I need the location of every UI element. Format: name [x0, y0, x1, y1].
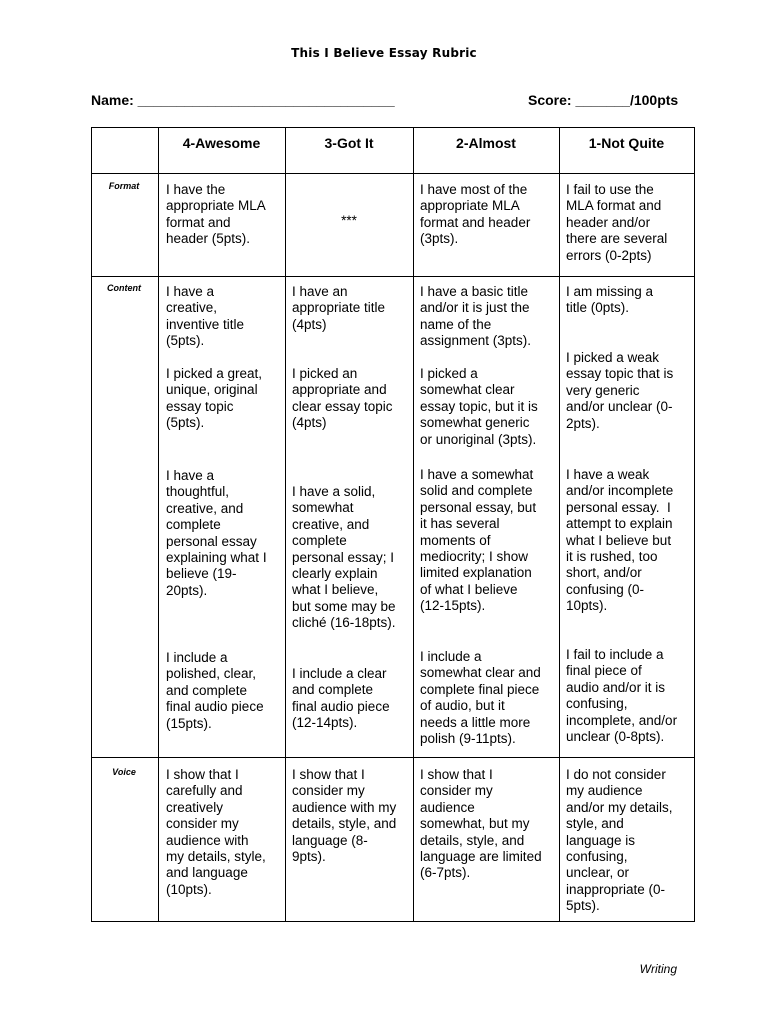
voice-cell-3: I show that I consider my audience with my details, style, and language (8- 9pts).: [292, 767, 397, 865]
content-cell-4-audio: I include a polished, clear, and complete final audio piece (15pts).: [166, 650, 264, 731]
table-col-divider: [413, 127, 414, 922]
column-header-4: 4-Awesome: [182, 135, 261, 151]
content-cell-2-audio: I include a somewhat clear and complete final piece of audio, but it needs a little more polish (9-11pts).: [420, 649, 541, 747]
column-header-1: 1-Not Quite: [588, 135, 665, 151]
content-cell-3-title: I have an appropriate title (4pts): [292, 284, 386, 332]
content-cell-1-essay: I have a weak and/or incomplete personal essay. I attempt to explain what I believe but it is rushed, too short, and/or confusing (0- 10pts).: [566, 467, 674, 614]
table-row-divider: [91, 757, 695, 758]
content-cell-4-title: I have a creative, inventive title (5pts).: [166, 284, 245, 349]
voice-cell-1: I do not consider my audience and/or my details, style, and language is confusing, unclear, or inappropriate (0- 5pts).: [566, 767, 673, 914]
footer-label: Writing: [639, 962, 677, 976]
table-row-divider: [91, 173, 695, 174]
content-cell-2-title: I have a basic title and/or it is just the name of the assignment (3pts).: [420, 284, 532, 349]
table-col-divider: [694, 127, 695, 922]
content-cell-2-topic: I picked a somewhat clear essay topic, but it is somewhat generic or unoriginal (3pts).: [420, 366, 538, 447]
column-header-3: 3-Got It: [324, 135, 374, 151]
table-col-divider: [285, 127, 286, 922]
content-cell-1-audio: I fail to include a final piece of audio and/or it is confusing, incomplete, and/or unclear (0-8pts).: [566, 647, 678, 745]
format-cell-4: I have the appropriate MLA format and header (5pts).: [166, 182, 266, 247]
table-col-divider: [158, 127, 159, 922]
format-cell-3: ***: [341, 213, 357, 228]
table-border-bottom: [91, 921, 695, 922]
content-cell-3-audio: I include a clear and complete final audio piece (12-14pts).: [292, 666, 390, 731]
voice-cell-4: I show that I carefully and creatively consider my audience with my details, style, and language (10pts).: [166, 767, 266, 897]
content-cell-4-essay: I have a thoughtful, creative, and complete personal essay explaining what I believe (19- 20pts).: [166, 468, 267, 598]
row-label-voice: Voice: [112, 767, 136, 777]
column-header-2: 2-Almost: [456, 135, 516, 151]
table-row-divider: [91, 276, 695, 277]
format-cell-1: I fail to use the MLA format and header and/or there are several errors (0-2pts): [566, 182, 668, 263]
document-title: This I Believe Essay Rubric: [291, 46, 477, 60]
content-cell-3-topic: I picked an appropriate and clear essay topic (4pts): [292, 366, 393, 431]
table-border-top: [91, 127, 695, 128]
content-cell-2-essay: I have a somewhat solid and complete personal essay, but it has several moments of mediocrity; I show limited explanation of what I believe (12-15pts).: [420, 467, 537, 614]
row-label-format: Format: [108, 181, 140, 191]
format-cell-2: I have most of the appropriate MLA format and header (3pts).: [420, 182, 531, 247]
table-col-divider: [559, 127, 560, 922]
row-label-content: Content: [107, 283, 141, 293]
content-cell-4-topic: I picked a great, unique, original essay topic (5pts).: [166, 366, 263, 431]
score-field[interactable]: Score: _______/100pts: [528, 92, 679, 108]
voice-cell-2: I show that I consider my audience somewhat, but my details, style, and language are limited (6-7pts).: [420, 767, 542, 881]
name-field[interactable]: Name: _________________________________: [91, 92, 395, 108]
table-col-divider: [91, 127, 92, 922]
content-cell-1-title: I am missing a title (0pts).: [566, 284, 654, 316]
content-cell-1-topic: I picked a weak essay topic that is very generic and/or unclear (0- 2pts).: [566, 350, 674, 431]
content-cell-3-essay: I have a solid, somewhat creative, and complete personal essay; I clearly explain what I believe, but some may be cliché (16-18pts).: [292, 484, 396, 631]
